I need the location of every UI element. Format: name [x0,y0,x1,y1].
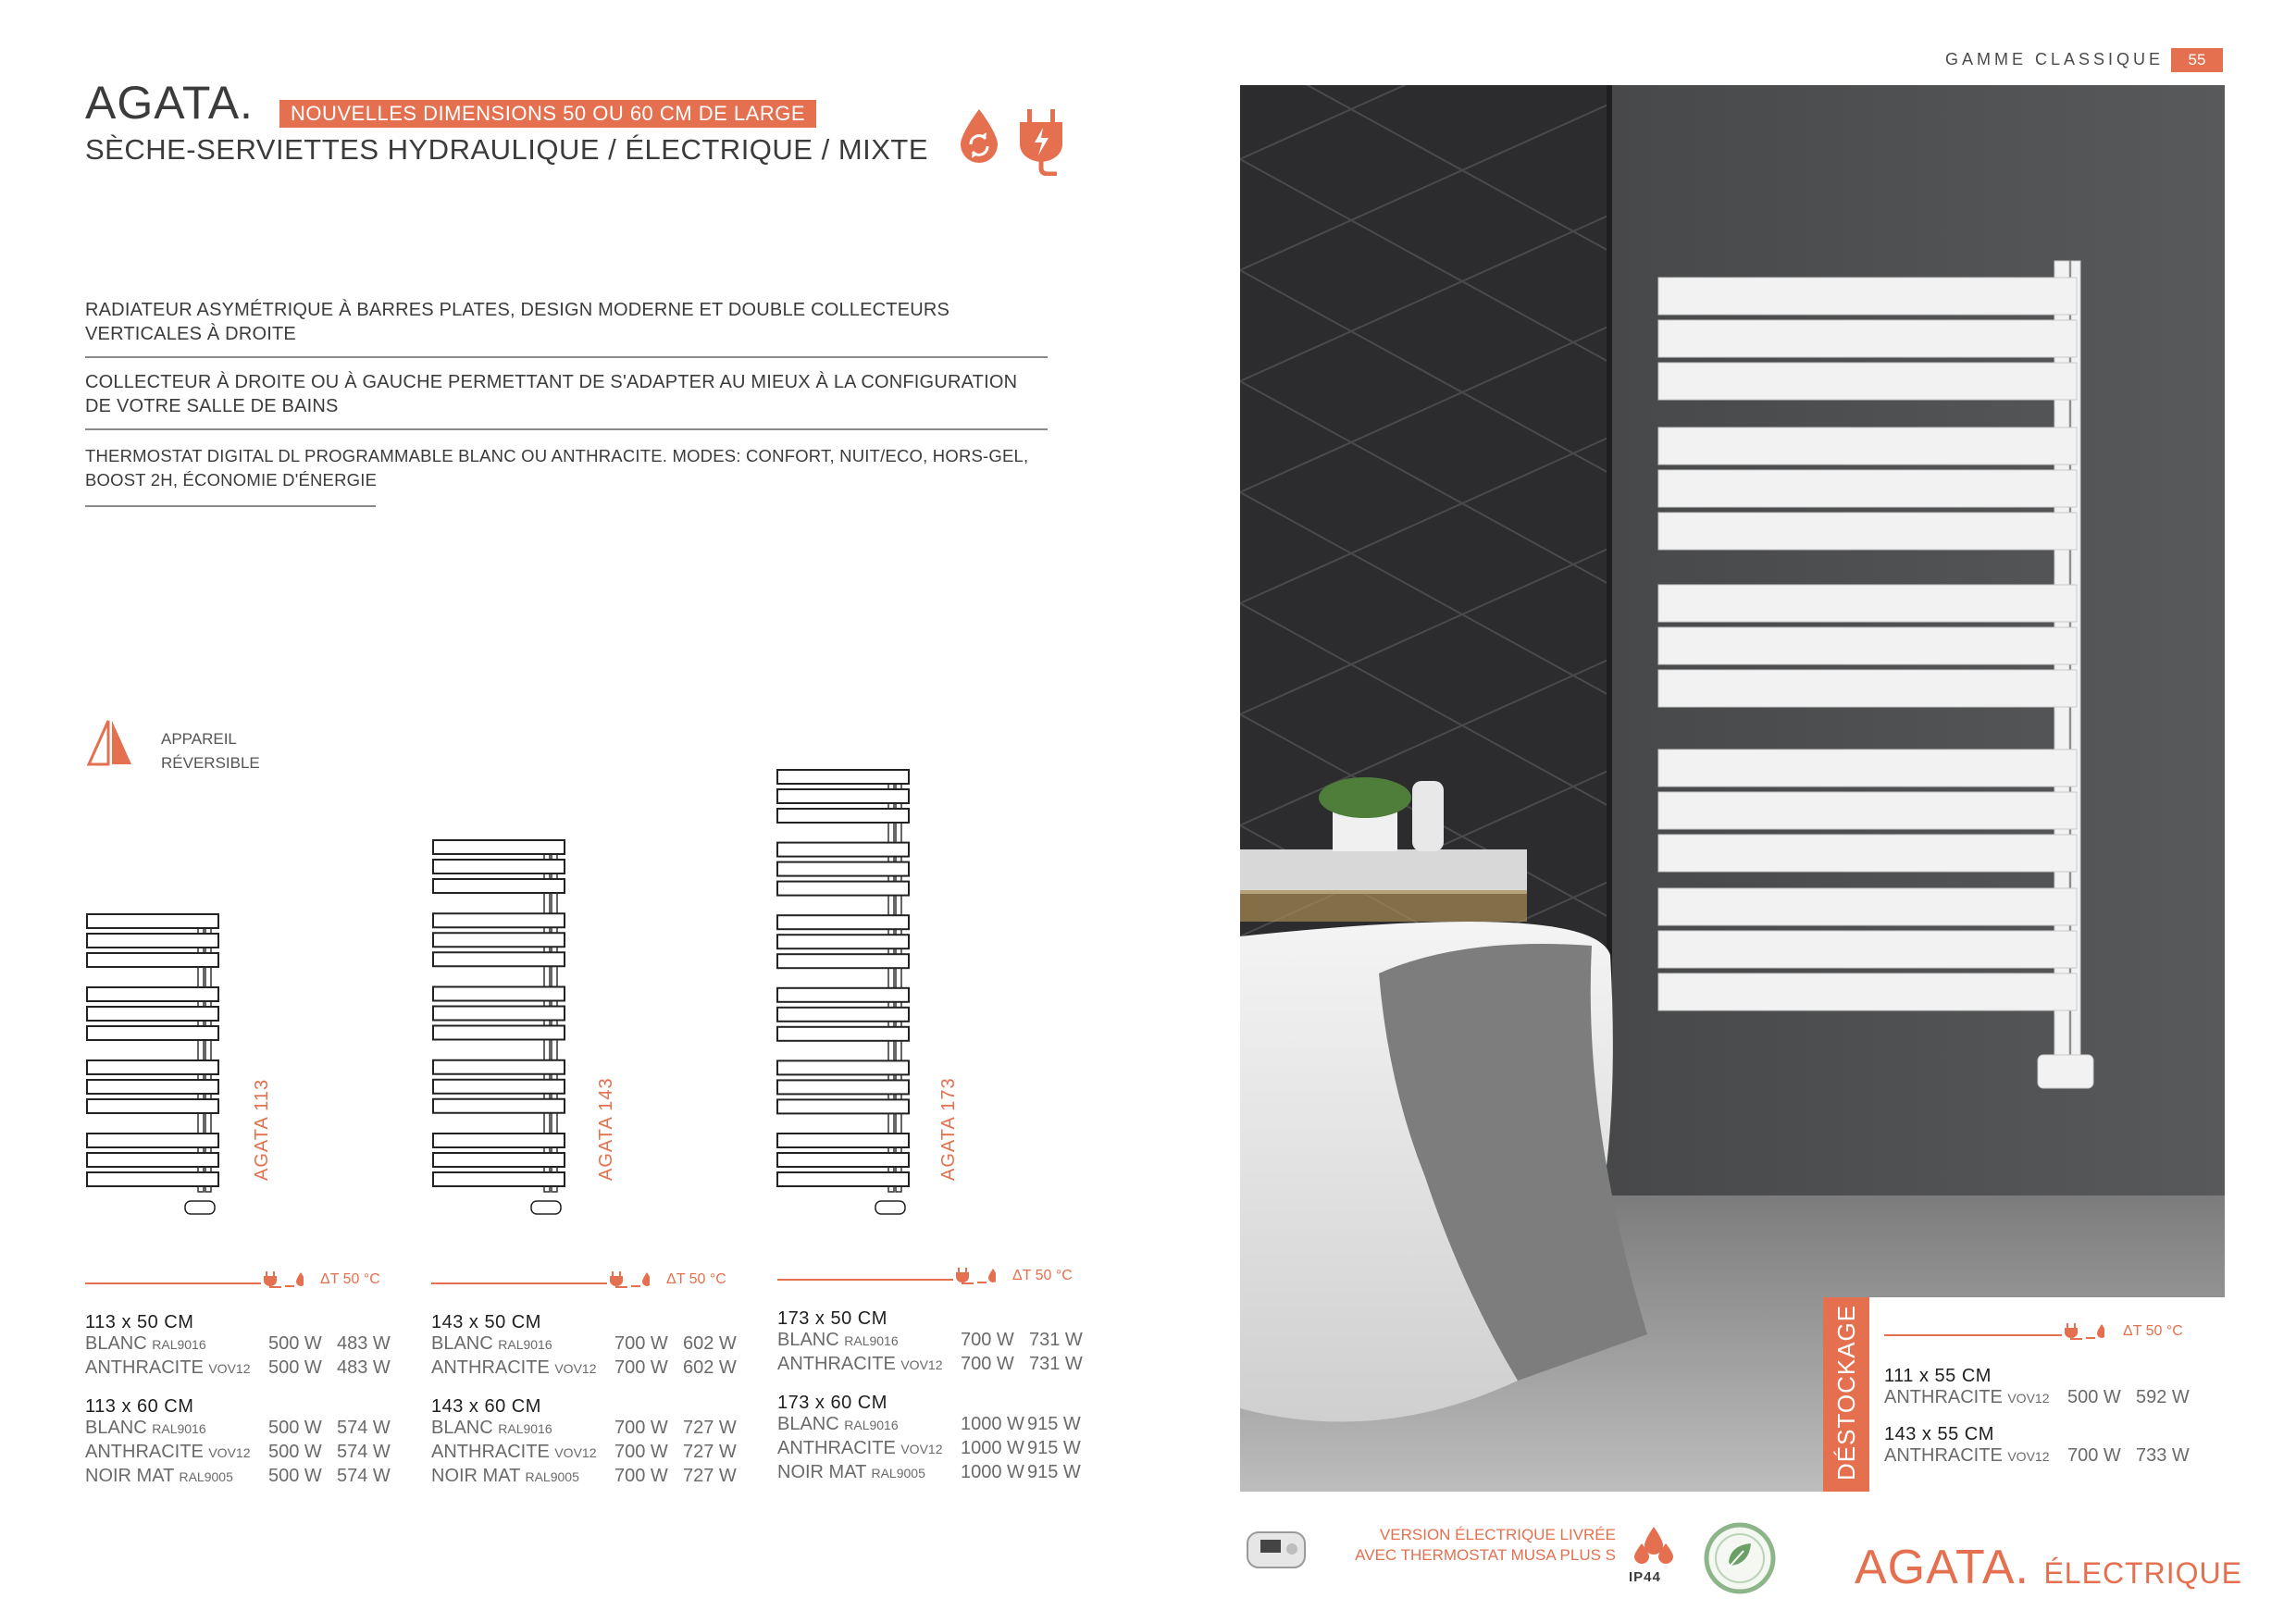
destockage-tab-label: DÉSTOCKAGE [1832,1304,1860,1481]
hydraulic-power: 483 W [337,1357,391,1378]
spec-row [85,1357,400,1381]
section-title: GAMME CLASSIQUE [1945,50,2165,68]
hydraulic-power: 592 W [2136,1387,2190,1407]
hydraulic-power: 915 W [1027,1438,1081,1458]
hydraulic-power: 574 W [337,1418,391,1438]
feature-divider-3 [85,505,376,507]
feature-text-3: THERMOSTAT DIGITAL DL PROGRAMMABLE BLANC OU ANTHRACITE. MODES: CONFORT, NUIT/ECO, HORS-GEL, BOOST 2H, ÉCONOMIE D'ÉNERGIE [85,446,1029,489]
finish-ral: RAL9005 [525,1469,579,1484]
spec-row [85,1466,400,1490]
bathroom-photo [1240,85,2225,1492]
hydraulic-power: 727 W [683,1466,737,1486]
finish-color: ANTHRACITE [431,1442,555,1462]
radiator-drawing-173 [776,766,914,1225]
spec-row [777,1438,1092,1462]
finish-color: ANTHRACITE [431,1357,555,1378]
spec-row [431,1442,746,1466]
finish-color: BLANC [431,1418,499,1438]
spec-row [777,1330,1092,1354]
dimension-label: 173 x 60 CM [777,1393,887,1413]
finish-ral: VOV12 [2007,1449,2050,1464]
electric-power: 1000 W [961,1414,1024,1434]
spec-rule [777,1279,953,1281]
spec-row [777,1354,1092,1378]
finish-color: ANTHRACITE [1884,1387,2008,1407]
thermostat-note-line2: AVEC THERMOSTAT MUSA PLUS S [1355,1546,1616,1564]
hydraulic-power: 574 W [337,1466,391,1486]
finish-color: BLANC [85,1418,153,1438]
feature-divider-1 [85,356,1048,358]
finish-color: ANTHRACITE [1884,1445,2008,1466]
electric-power: 500 W [268,1466,322,1486]
spec-row [85,1333,400,1357]
electric-power: 700 W [614,1442,668,1462]
ip44-label: IP44 [1629,1569,1661,1585]
product-subtitle: SÈCHE-SERVIETTES HYDRAULIQUE / ÉLECTRIQUE / MIXTE [85,133,929,166]
electric-power: 700 W [614,1466,668,1486]
spec-row [777,1414,1092,1438]
hydraulic-power: 915 W [1027,1414,1081,1434]
plug-drop-icon [609,1270,650,1288]
eco-seal-icon [1703,1521,1777,1595]
finish-ral: VOV12 [208,1445,251,1460]
plug-drop-icon [263,1270,304,1288]
finish-color: ANTHRACITE [777,1438,901,1458]
electric-plug-icon [1018,107,1064,176]
hydraulic-power: 731 W [1029,1354,1083,1374]
spec-block-1 [85,1270,400,1490]
electric-power: 500 W [268,1333,322,1354]
finish-color: NOIR MAT [777,1462,872,1482]
finish-ral: RAL9016 [498,1337,552,1352]
reversible-label-line2: RÉVERSIBLE [161,754,260,772]
brand-name: AGATA. [1855,1541,2029,1594]
hydraulic-power: 727 W [683,1418,737,1438]
dimension-label: 143 x 50 CM [431,1312,541,1332]
electric-power: 500 W [268,1418,322,1438]
spec-row [85,1418,400,1442]
electric-power: 500 W [2067,1387,2121,1407]
product-title: AGATA. [85,77,254,129]
brand-suffix: ÉLECTRIQUE [2043,1556,2242,1590]
spec-icons [2064,1321,2104,1340]
dimension-label: 111 x 55 CM [1884,1366,1992,1386]
spec-block-3 [777,1266,1092,1486]
hydraulic-power: 602 W [683,1357,737,1378]
finish-ral: RAL9016 [498,1421,552,1436]
thermostat-icon [1242,1523,1310,1575]
spec-rule [85,1282,261,1284]
hydraulic-power: 733 W [2136,1445,2190,1466]
electric-power: 500 W [268,1357,322,1378]
finish-ral: VOV12 [208,1361,251,1376]
spec-row [431,1333,746,1357]
electric-power: 1000 W [961,1462,1024,1482]
spec-row [431,1418,746,1442]
finish-color: BLANC [777,1330,845,1350]
hydraulic-power: 574 W [337,1442,391,1462]
finish-ral: VOV12 [554,1445,597,1460]
finish-ral: RAL9016 [152,1337,206,1352]
hydraulic-power: 727 W [683,1442,737,1462]
finish-ral: VOV12 [554,1361,597,1376]
finish-color: ANTHRACITE [777,1354,901,1374]
spec-row [1884,1445,2217,1469]
spec-rule [1884,1334,2062,1336]
water-drop-cycle-icon [957,107,1001,165]
hydraulic-power: 483 W [337,1333,391,1354]
spec-row [1884,1387,2217,1411]
thermostat-note [1320,1525,1616,1566]
radiator-drawing-113 [85,911,224,1225]
feature-text-1: RADIATEUR ASYMÉTRIQUE À BARRES PLATES, DESIGN MODERNE ET DOUBLE COLLECTEURS VERTICALES À DROITE [85,300,950,344]
electric-power: 1000 W [961,1438,1024,1458]
dimension-label: 173 x 50 CM [777,1308,887,1329]
reversible-label [161,727,260,775]
finish-color: BLANC [85,1333,153,1354]
spec-icons [609,1270,650,1288]
new-dimensions-badge: NOUVELLES DIMENSIONS 50 OU 60 CM DE LARGE [279,100,816,128]
electric-power: 700 W [2067,1445,2121,1466]
hydraulic-power: 915 W [1027,1462,1081,1482]
spec-icons [955,1266,996,1284]
spec-row [431,1357,746,1381]
dimension-label: 143 x 60 CM [431,1396,541,1417]
finish-color: BLANC [777,1414,845,1434]
spec-rule [431,1282,607,1284]
spec-icons [263,1270,304,1288]
electric-power: 500 W [268,1442,322,1462]
finish-ral: RAL9016 [844,1333,899,1348]
finish-color: BLANC [431,1333,499,1354]
spec-row [431,1466,746,1490]
finish-color: NOIR MAT [431,1466,526,1486]
electric-power: 700 W [614,1418,668,1438]
hydraulic-power: 731 W [1029,1330,1083,1350]
delta-t-label: ΔT 50 °C [666,1271,726,1287]
finish-ral: RAL9005 [871,1466,925,1481]
plug-drop-icon [955,1266,996,1284]
finish-color: ANTHRACITE [85,1442,209,1462]
finish-ral: VOV12 [900,1357,943,1372]
dimension-label: 113 x 50 CM [85,1312,194,1332]
plug-drop-icon [2064,1321,2104,1340]
spec-row [85,1442,400,1466]
model-label-113: AGATA 113 [252,1078,272,1181]
hydraulic-power: 602 W [683,1333,737,1354]
reversible-label-line1: APPAREIL [161,730,237,748]
finish-ral: VOV12 [900,1442,943,1456]
electric-power: 700 W [614,1357,668,1378]
reversible-icon [85,718,135,768]
spec-row [777,1462,1092,1486]
destockage-spec-block [1884,1321,2217,1469]
feature-text-2: COLLECTEUR À DROITE OU À GAUCHE PERMETTANT DE S'ADAPTER AU MIEUX À LA CONFIGURATION DE VOTRE SALLE DE BAINS [85,372,1018,416]
delta-t-label: ΔT 50 °C [2123,1323,2183,1339]
thermostat-note-line1: VERSION ÉLECTRIQUE LIVRÉE [1379,1526,1616,1543]
brand-footer [1855,1540,2242,1595]
dimension-label: 113 x 60 CM [85,1396,194,1417]
feature-divider-2 [85,428,1048,430]
finish-ral: RAL9005 [179,1469,233,1484]
delta-t-label: ΔT 50 °C [320,1271,380,1287]
finish-ral: RAL9016 [844,1418,899,1432]
spec-block-2 [431,1270,746,1490]
radiator-drawing-143 [431,836,570,1225]
page-number: 55 [2171,48,2223,72]
electric-power: 700 W [961,1354,1014,1374]
electric-power: 700 W [614,1333,668,1354]
finish-color: NOIR MAT [85,1466,180,1486]
finish-ral: RAL9016 [152,1421,206,1436]
dimension-label: 143 x 55 CM [1884,1424,1994,1444]
delta-t-label: ΔT 50 °C [1012,1268,1073,1283]
finish-color: ANTHRACITE [85,1357,209,1378]
electric-power: 700 W [961,1330,1014,1350]
water-drops-icon [1632,1525,1675,1567]
model-label-143: AGATA 143 [596,1077,616,1181]
model-label-173: AGATA 173 [938,1077,959,1181]
finish-ral: VOV12 [2007,1391,2050,1406]
